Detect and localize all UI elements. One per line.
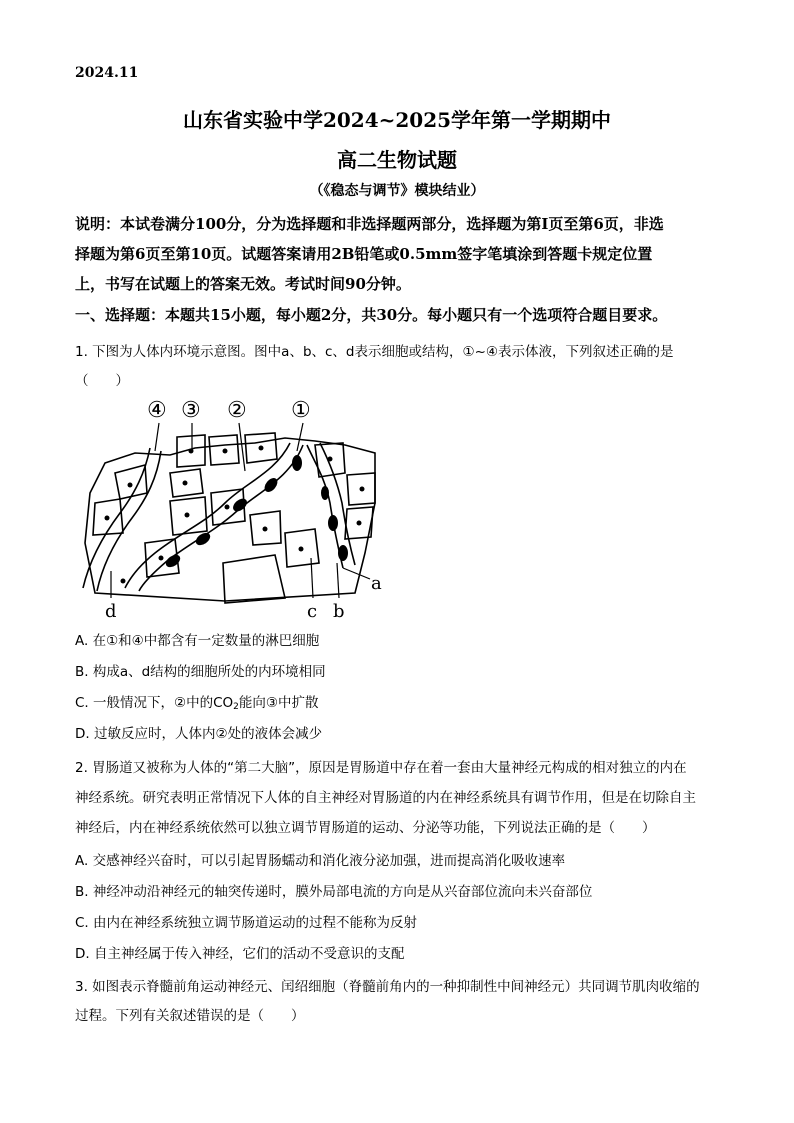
q2-option-c: C. 由内在神经系统独立调节肠道运动的过程不能称为反射 bbox=[75, 915, 418, 931]
q3-stem-line-1: 3. 如图表示脊髓前角运动神经元、闰绍细胞（脊髓前角内的一种抑制性中间神经元）共同调节肌肉收缩的 bbox=[75, 979, 700, 995]
q2-option-b: B. 神经冲动沿神经元的轴突传递时，膜外局部电流的方向是从兴奋部位流向未兴奋部位 bbox=[75, 884, 593, 900]
section-heading: 一、选择题：本题共15小题，每小题2分，共30分。每小题只有一个选项符合题目要求。 bbox=[75, 306, 668, 324]
internal-environment-diagram bbox=[75, 393, 395, 623]
diagram-label-b: b bbox=[333, 601, 345, 622]
q2-stem-line-2: 神经系统。研究表明正常情况下人体的自主神经对胃肠道的内在神经系统具有调节作用，但是在切除自主 bbox=[75, 790, 696, 806]
diagram-label-4: ④ bbox=[147, 398, 167, 423]
q1-option-d: D. 过敏反应时，人体内②处的液体会减少 bbox=[75, 726, 323, 742]
instructions-line-2: 择题为第6页至第10页。试题答案请用2B铅笔或0.5mm签字笔填涂到答题卡规定位置 bbox=[75, 245, 653, 263]
q2-option-d: D. 自主神经属于传入神经，它们的活动不受意识的支配 bbox=[75, 946, 405, 962]
diagram-label-1: ① bbox=[291, 398, 311, 423]
q1-option-a: A. 在①和④中都含有一定数量的淋巴细胞 bbox=[75, 633, 320, 649]
diagram-label-3: ③ bbox=[181, 398, 201, 423]
q1-stem-line-2: （ ） bbox=[75, 373, 129, 389]
exam-date: 2024.11 bbox=[75, 65, 139, 81]
q3-stem-line-2: 过程。下列有关叙述错误的是（ ） bbox=[75, 1008, 305, 1024]
exam-subject-title: 高二生物试题 bbox=[337, 148, 457, 172]
instructions-line-3: 上，书写在试题上的答案无效。考试时间90分钟。 bbox=[75, 275, 411, 293]
q1-option-c: C. 一般情况下，②中的$CO_2$能向③中扩散 bbox=[75, 695, 319, 712]
q2-stem-line-3: 神经后，内在神经系统依然可以独立调节胃肠道的运动、分泌等功能，下列说法正确的是（ ） bbox=[75, 820, 656, 836]
diagram-label-c: c bbox=[307, 601, 318, 622]
exam-title: 山东省实验中学2024~2025学年第一学期期中 bbox=[182, 108, 612, 132]
diagram-label-a: a bbox=[371, 573, 382, 594]
exam-subtitle: （《稳态与调节》模块结业） bbox=[309, 183, 485, 199]
q2-stem-line-1: 2. 胃肠道又被称为人体的“第二大脑”，原因是胃肠道中存在着一套由大量神经元构成的相对独立的内在 bbox=[75, 760, 687, 776]
instructions-line-1: 说明：本试卷满分100分，分为选择题和非选择题两部分，选择题为第Ⅰ页至第6页，非选 bbox=[75, 215, 664, 233]
q1-option-b: B. 构成a、d结构的细胞所处的内环境相同 bbox=[75, 664, 326, 680]
diagram-label-2: ② bbox=[227, 398, 247, 423]
q2-option-a: A. 交感神经兴奋时，可以引起胃肠蠕动和消化液分泌加强，进而提高消化吸收速率 bbox=[75, 853, 566, 869]
q1-stem-line-1: 1. 下图为人体内环境示意图。图中a、b、c、d表示细胞或结构，①~④表示体液，下列叙述正确的是 bbox=[75, 344, 674, 360]
diagram-label-d: d bbox=[105, 601, 117, 622]
